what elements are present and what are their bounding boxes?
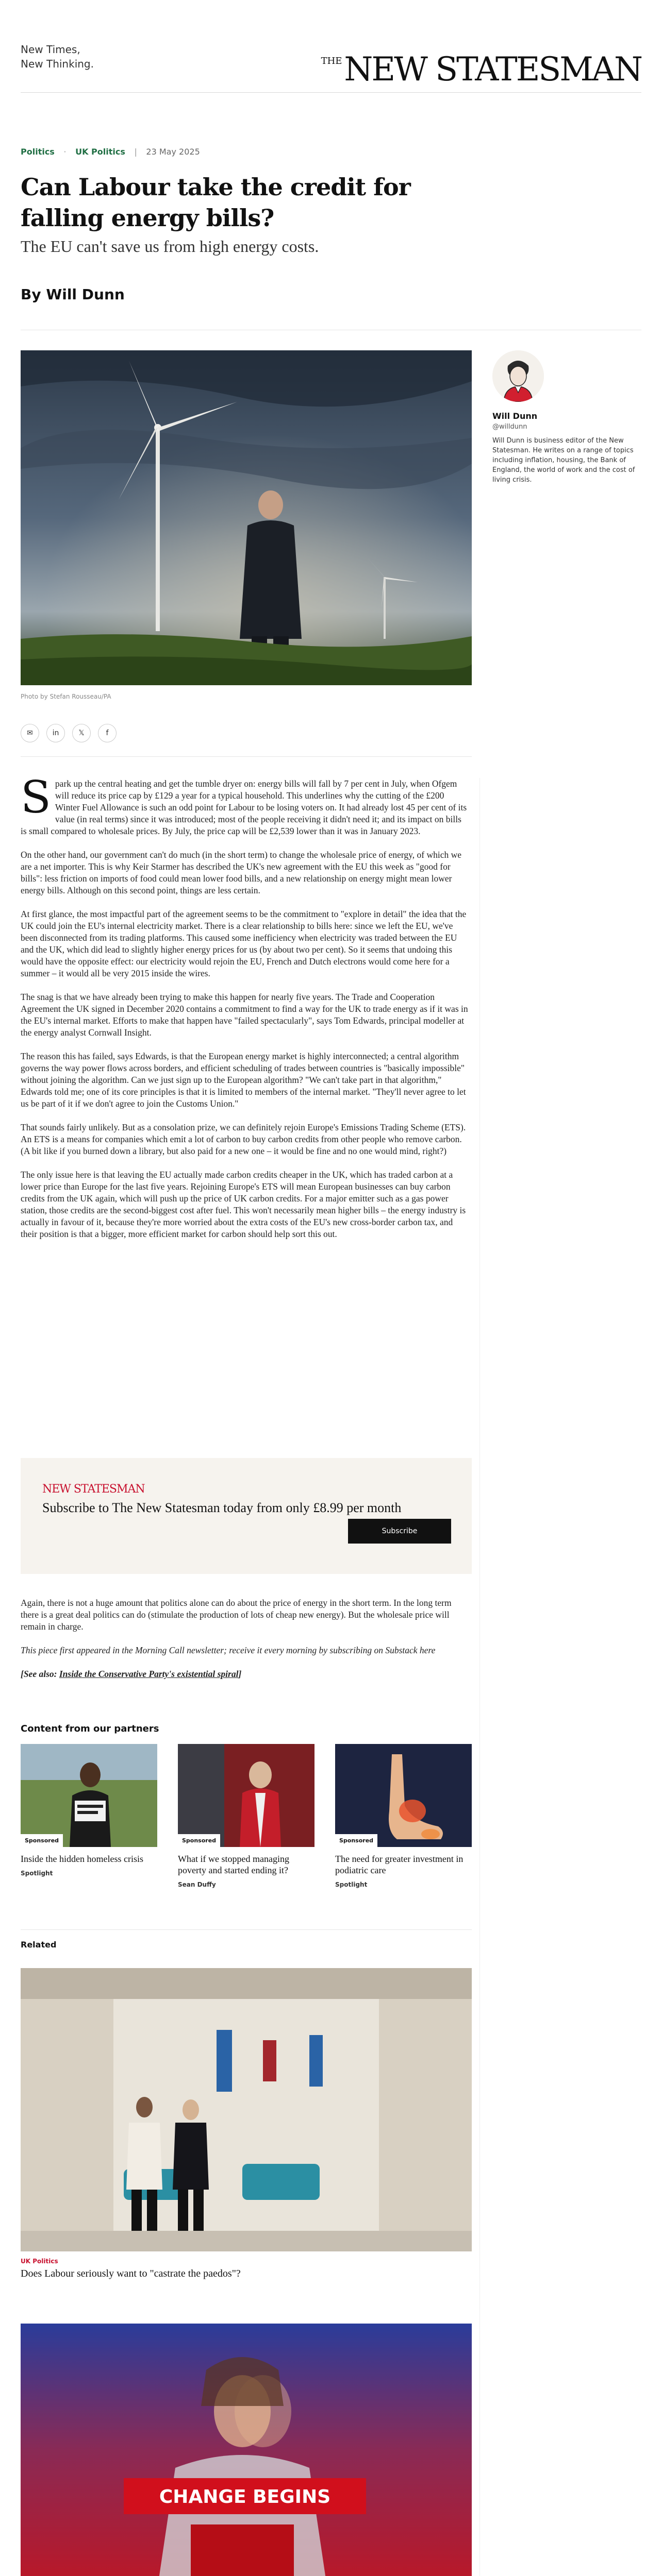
- masthead-title: NEW STATESMAN: [344, 50, 641, 89]
- author-name[interactable]: Will Dunn: [492, 411, 538, 421]
- article-paragraph: The reason this has failed, says Edwards, is that the European energy market is highly interconnected; a central algorithm governs the way power flows across borders, and efficient scheduling of trades between countries is "basically impossible" without joining the algorithm. Can we just sign up to the European algorithm? "We can't take part in that algorithm," Edwards told me; one of its core principles is that it is limited to members of the internal market. "They'll never agree to let us be part of it if we don't agree to join the Customs Union.": [21, 1051, 466, 1109]
- related-image-text: CHANGE BEGINS: [159, 2486, 331, 2507]
- author-illustration: [492, 350, 544, 402]
- article-paragraph: That sounds fairly unlikely. But as a consolation prize, we can definitely rejoin Europe's Emissions Trading Scheme (ETS). An ETS is a means for companies which emit a lot of carbon to buy carbon credits from other people who remove carbon. (A bit like if you burned down a library, but also paid for a new one – it would be fine and no one would mind, right?): [21, 1122, 466, 1156]
- see-also-title[interactable]: Inside the Conservative Party's existential spiral: [59, 1669, 239, 1679]
- partner-title[interactable]: What if we stopped managing poverty and started ending it?: [178, 1854, 289, 1875]
- breadcrumb-separator: ·: [63, 147, 67, 157]
- article-paragraph: The only issue here is that leaving the EU actually made carbon credits cheaper in the UK, which has traded carbon at a lower price than Europe for the last five years. Rejoining Europe's ETS will mean European businesses can buy carbon credits from the UK again, which will push up the price of UK carbon credits. For a major emitter such as a gas power station, those credits are the second-biggest cost after fuel. This won't necessarily mean higher bills – the energy industry is actually in favour of it, because they're more worried about the extra costs of the EU's new cross-border carbon tax, and their position is that a bigger, more efficient market for carbon should help sort this out.: [21, 1170, 466, 1239]
- partner-source: Spotlight: [335, 1881, 368, 1888]
- article-paragraph: Again, there is not a huge amount that politics alone can do about the price of energy in the short term. In the long term there is a great deal politics can do (stimulate the production of lots of cheap new energy). But the wholesale price will remain in charge.: [21, 1598, 452, 1632]
- partner-source: Spotlight: [21, 1870, 53, 1877]
- author-handle[interactable]: @willdunn: [492, 423, 527, 431]
- related-thumbnail: [21, 1968, 472, 2251]
- partner-title[interactable]: Inside the hidden homeless crisis: [21, 1854, 143, 1864]
- related-tag[interactable]: UK Politics: [21, 2258, 58, 2265]
- subscribe-banner: [21, 1458, 472, 1574]
- author-avatar[interactable]: [492, 350, 544, 402]
- breadcrumb: [21, 147, 200, 157]
- article-paragraph: The snag is that we have already been trying to make this happen for nearly five years. The Trade and Cooperation Agreement the UK signed in December 2020 contains a commitment to find a way for the UK to trade energy as if it was in the EU's internal market. Efforts to make that happen have "failed spectacularly", says Tom Edwards, principal modeller at the energy analyst Cornwall Insight.: [21, 992, 468, 1038]
- partner-image: [178, 1744, 315, 1847]
- tagline-line1: New Times,: [21, 43, 80, 56]
- breadcrumb-section[interactable]: Politics: [21, 147, 55, 157]
- related-title[interactable]: Does Labour seriously want to "castrate the paedos"?: [21, 2268, 241, 2279]
- linkedin-share-icon[interactable]: in: [46, 724, 65, 742]
- hero-image: [21, 350, 472, 685]
- partners-heading: Content from our partners: [21, 1723, 159, 1734]
- related-heading: Related: [21, 1940, 57, 1950]
- partner-thumbnail: [21, 1744, 157, 1847]
- article-byline[interactable]: By Will Dunn: [21, 286, 125, 303]
- subscribe-logo: NEW STATESMAN: [42, 1483, 145, 1496]
- partner-thumbnail: [335, 1744, 472, 1847]
- breadcrumb-subsection[interactable]: UK Politics: [75, 147, 125, 157]
- divider: [21, 1929, 472, 1930]
- tagline-line2: New Thinking.: [21, 58, 94, 70]
- partner-image: [21, 1744, 157, 1847]
- site-header: [21, 36, 641, 93]
- article-body: [21, 772, 469, 1252]
- partner-content: [21, 1744, 472, 1909]
- author-card: [492, 350, 642, 485]
- divider: [21, 756, 472, 757]
- article-standfirst: The EU can't save us from high energy costs.: [21, 237, 319, 256]
- article-body-continued: [21, 1597, 469, 1692]
- partner-source: Sean Duffy: [178, 1881, 216, 1888]
- masthead-logo[interactable]: [321, 43, 641, 88]
- partner-thumbnail: [178, 1744, 315, 1847]
- masthead-the: THE: [321, 56, 342, 66]
- author-bio: Will Dunn is business editor of the New Statesman. He writes on a range of topics including inflation, housing, the Bank of England, the world of work and the cost of living crisis.: [492, 437, 635, 484]
- see-also-suffix: ]: [238, 1669, 242, 1679]
- related-thumbnail: [21, 2324, 472, 2576]
- partner-image: [335, 1744, 472, 1847]
- related-image: [21, 2324, 472, 2576]
- article-paragraph: On the other hand, our government can't do much (in the short term) to change the wholesale price of energy, of which we are a net importer. This is why Keir Starmer has described the UK's new agreement with the EU this week as "good for bills": less friction on imports of food could mean lower food bills, and a new relationship on energy might mean lower energy bills. Although on this second point, things are less certain.: [21, 850, 462, 895]
- x-share-icon[interactable]: 𝕏: [72, 724, 91, 742]
- subscribe-text: Subscribe to The New Statesman today from only £8.99 per month: [42, 1500, 402, 1515]
- hero-illustration: [21, 350, 472, 685]
- sponsored-label: Sponsored: [178, 1834, 220, 1847]
- newsletter-note[interactable]: This piece first appeared in the Morning Call newsletter; receive it every morning by subscribing on Substack here: [21, 1645, 436, 1655]
- partner-card[interactable]: [21, 1744, 157, 1877]
- partner-title[interactable]: The need for greater investment in podiatric care: [335, 1854, 464, 1875]
- breadcrumb-divider: |: [134, 147, 137, 157]
- sponsored-label: Sponsored: [21, 1834, 63, 1847]
- publish-date: 23 May 2025: [146, 147, 200, 157]
- related-article-card[interactable]: [21, 2324, 472, 2576]
- site-tagline: [21, 42, 94, 71]
- drop-cap: S: [21, 772, 51, 823]
- partner-card[interactable]: [335, 1744, 472, 1888]
- see-also-link[interactable]: [21, 1668, 469, 1680]
- paragraph-text: park up the central heating and get the tumble dryer on: energy bills will fall by 7 per cent in July, when Ofgem will reduce its price cap by £129 a year for a typical household. This underlines why the cutting of the £200 Winter Fuel Allowance is such an odd point for Labour to be losing voters on. It had already lost 45 per cent of its value (in real terms) since it was introduced; most of the people receiving it didn't need it; and its impact on bills is small compared to wholesale prices. By July, the price cap will be £2,539 lower than it was in January 2023.: [21, 778, 467, 836]
- photo-credit: Photo by Stefan Rousseau/PA: [21, 693, 111, 700]
- column-divider: [479, 778, 480, 2576]
- related-article-card[interactable]: [21, 1968, 472, 2280]
- subscribe-button[interactable]: Subscribe: [348, 1519, 451, 1544]
- email-share-icon[interactable]: ✉: [21, 724, 39, 742]
- see-also-prefix: [See also:: [21, 1669, 59, 1679]
- article-headline: Can Labour take the credit for falling energy bills?: [21, 173, 410, 232]
- article-paragraph: [21, 772, 469, 837]
- related-image: [21, 1968, 472, 2251]
- share-bar: [21, 724, 117, 744]
- facebook-share-icon[interactable]: f: [98, 724, 117, 742]
- sponsored-label: Sponsored: [335, 1834, 377, 1847]
- partner-card[interactable]: [178, 1744, 315, 1888]
- article-paragraph: At first glance, the most impactful part of the agreement seems to be the commitment to "explore in detail" the idea that the UK could join the EU's internal electricity market. There is a clear relationship to bills here: since we left the EU, we've been disconnected from its trading platforms. This caused some inefficiency when electricity was traded between the EU and the UK, which did lead to slightly higher energy prices for us (by about two per cent). So it seems that undoing this would have the opposite effect: our electricity would rejoin the EU, French and Dutch electrons would come here for a summer – it would all be very 2015 inside the wires.: [21, 909, 467, 978]
